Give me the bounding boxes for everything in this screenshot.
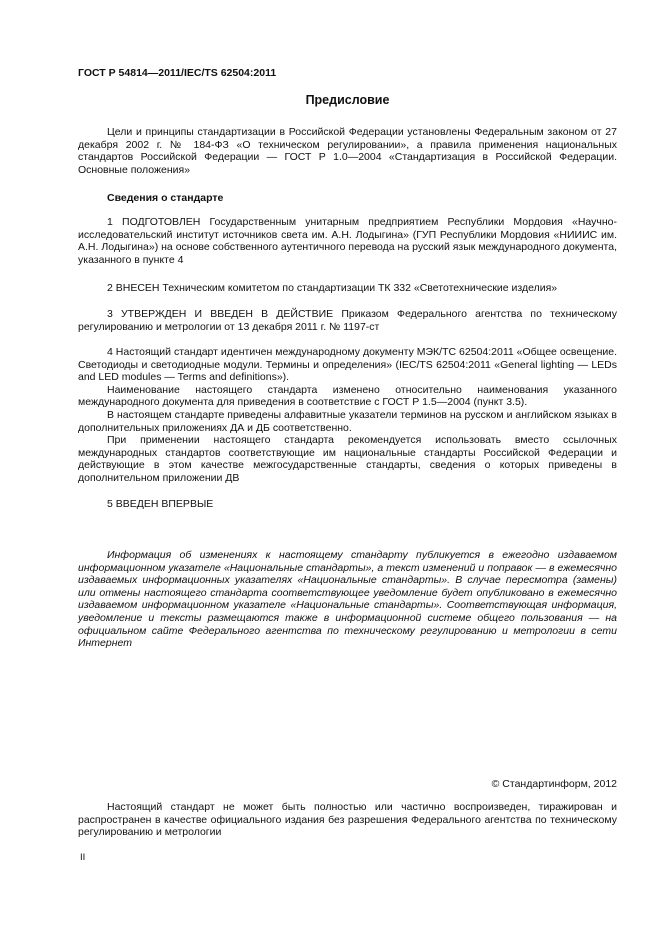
item-3-block <box>78 308 617 333</box>
reproduction-block <box>78 801 617 839</box>
item-1-paragraph: 1 ПОДГОТОВЛЕН Государственным унитарным предприятием Республики Мордовия «Научно-исследовательский институт источников света им. А.Н. Лодыгина» (ГУП Республики Мордовия «НИИИС им. А.Н. Лодыгина») на основе собственного аутентичного перевода на русский язык международного документа, указанного в пункте 4 <box>78 216 617 266</box>
info-heading: Сведения о стандарте <box>107 192 224 204</box>
page-number: II <box>80 852 86 863</box>
notice-block <box>78 549 617 650</box>
item-5-block <box>78 498 617 511</box>
item-3-paragraph: 3 УТВЕРЖДЕН И ВВЕДЕН В ДЕЙСТВИЕ Приказом Федерального агентства по техническому регулированию и метрологии от 13 декабря 2011 г. № 1197-ст <box>78 308 617 333</box>
item-4-block <box>78 346 617 485</box>
item-4-paragraph-d: При применении настоящего стандарта рекомендуется использовать вместо ссылочных международных стандартов соответствующие им национальные стандарты Российской Федерации и действующие в этом качестве межгосударственные стандарты, сведения о которых приведены в дополнительном приложении ДВ <box>78 434 617 484</box>
item-5-paragraph: 5 ВВЕДЕН ВПЕРВЫЕ <box>107 498 214 510</box>
running-header: ГОСТ Р 54814—2011/IEC/TS 62504:2011 <box>78 67 277 79</box>
item-2-block <box>78 282 617 295</box>
copyright-line: © Стандартинформ, 2012 <box>491 778 617 790</box>
notice-paragraph: Информация об изменениях к настоящему стандарту публикуется в ежегодно издаваемом информационном указателе «Национальные стандарты», а текст изменений и поправок — в ежемесячно издаваемых информационных указателях «Национальные стандарты». В случае пересмотра (замены) или отмены настоящего стандарта соответствующее уведомление будет опубликовано в ежемесячно издаваемом информационном указателе «Национальные стандарты». Соответствующая информация, уведомление и тексты размещаются также в информационной системе общего пользования — на официальном сайте Федерального агентства по техническому регулированию и метрологии в сети Интернет <box>78 549 617 650</box>
item-4-paragraph-b: Наименование настоящего стандарта изменено относительно наименования указанного международного документа для приведения в соответствие с ГОСТ Р 1.5—2004 (пункт 3.5). <box>78 383 617 409</box>
intro-block <box>78 126 617 176</box>
intro-paragraph: Цели и принципы стандартизации в Российской Федерации установлены Федеральным законом от 27 декабря 2002 г. № 184-ФЗ «О техническом регулировании», а правила применения национальных стандартов Российской Федерации — ГОСТ Р 1.0—2004 «Стандартизация в Российской Федерации. Основные положения» <box>78 126 617 176</box>
item-4-paragraph-c: В настоящем стандарте приведены алфавитные указатели терминов на русском и английском языках в дополнительных приложениях ДА и ДБ соответственно. <box>78 408 617 434</box>
item-2-paragraph: 2 ВНЕСЕН Техническим комитетом по стандартизации ТК 332 «Светотехнические изделия» <box>107 282 558 294</box>
reproduction-paragraph: Настоящий стандарт не может быть полностью или частично воспроизведен, тиражирован и распространен в качестве официального издания без разрешения Федерального агентства по техническому регулированию и метрологии <box>78 801 617 839</box>
page-title: Предисловие <box>305 93 390 107</box>
item-4-paragraph-a: 4 Настоящий стандарт идентичен международному документу МЭК/ТС 62504:2011 «Общее освещение. Светодиоды и светодиодные модули. Термины и определения» (IEC/TS 62504:2011 «General lighting — LEDs and LED modules — Terms and definitions»). <box>78 346 617 384</box>
item-1-block <box>78 216 617 266</box>
